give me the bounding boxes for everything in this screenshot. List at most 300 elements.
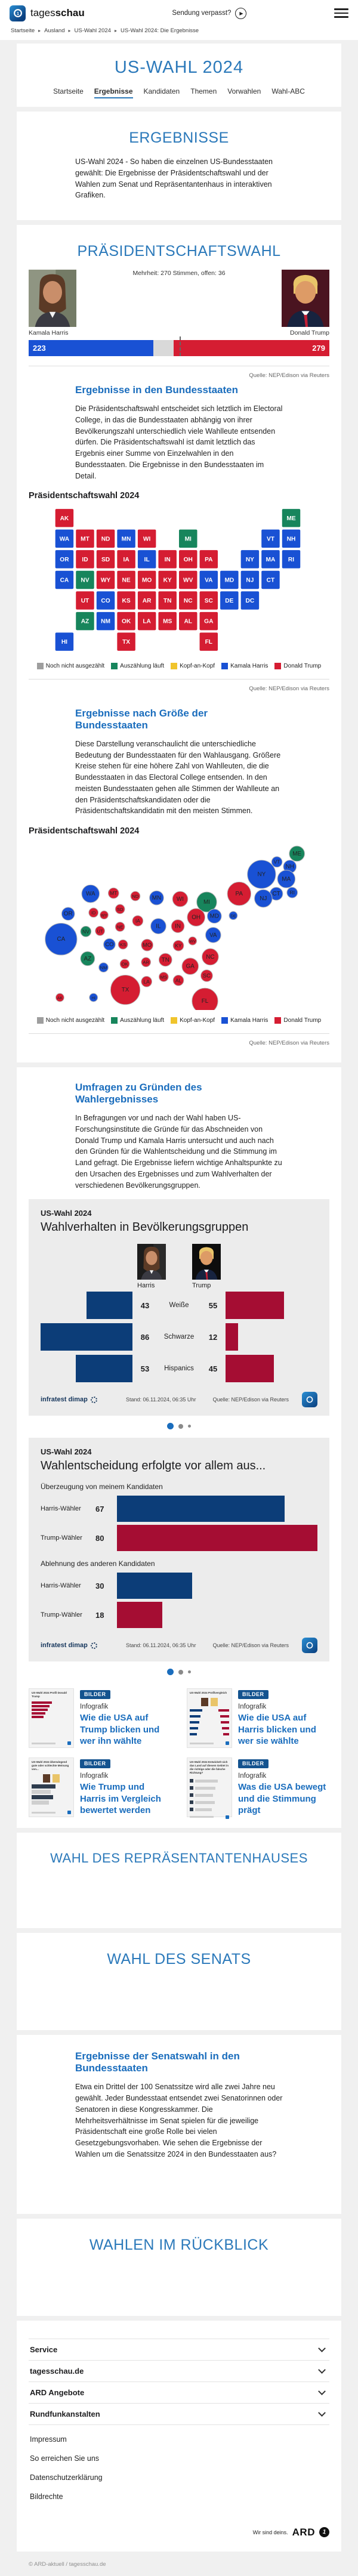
state-bubble-label: WA (85, 891, 95, 898)
infratest-spinner-icon (91, 1642, 97, 1649)
chevron-down-icon (318, 2345, 326, 2352)
state-bubble-label: GA (186, 963, 195, 970)
brand-wordmark: tagesschau (30, 7, 85, 18)
tagesschau-mini-icon (67, 1741, 71, 1745)
teaser-thumbnail-footer (190, 1815, 229, 1819)
legend-item (37, 663, 104, 669)
state-tile-label: WI (143, 536, 151, 543)
teaser-thumbnail-footer (190, 1741, 229, 1745)
chevron-down-icon (318, 2409, 326, 2417)
state-bubble-label: AL (175, 977, 182, 984)
state-tile-label: HI (61, 639, 68, 646)
footer-accordion-label: Service (30, 2345, 58, 2354)
teaser-thumbnail-title: US-Wahl 2024 Profil Donald Trump (32, 1691, 67, 1698)
state-tile-label: NE (122, 577, 131, 584)
decision-group-label: Überzeugung von meinem Kandidaten (41, 1482, 163, 1491)
ergebnisse-card (17, 112, 341, 220)
breadcrumb-separator-icon: ▸ (68, 28, 71, 33)
value-label: 18 (95, 1610, 104, 1620)
state-bubble-label: ME (292, 850, 302, 857)
trump-name: Donald Trump (290, 329, 329, 336)
teaser-kicker: Infografik (238, 1703, 267, 1711)
teaser-thumbnail (187, 1758, 232, 1817)
harris-value: 86 (140, 1332, 150, 1342)
teaser-thumbnail-chart (32, 1773, 71, 1809)
breadcrumb-item[interactable]: Ausland (44, 27, 65, 34)
teaser-thumbnail-title: US-Wahl 2024 Entwickelt sich das Land auf diesem Gebiet in die richtige oder die falsche Richtung? (190, 1760, 229, 1774)
size-text: Diese Darstellung veranschaulicht die unterschiedliche Bedeutung der Bundesstaaten für den Wahlausgang. Größere Kreise stehen für eine höhere Zahl von Wahlleuten, die die Bundesstaaten in das Electoral College entsenden. In den meisten Bundesstaaten gehen alle Stimmen der Wahlleute an den Präsidentschaftskandidaten oder die Präsidentschaftskandidatin mit den meisten Stimmen. (75, 739, 281, 816)
state-tile-label: KS (122, 598, 131, 605)
infratest-spinner-icon (91, 1397, 97, 1403)
value-label: 30 (95, 1581, 104, 1590)
ard-wordmark: ARD (292, 2526, 315, 2538)
teaser-link-2[interactable] (187, 1688, 329, 1748)
state-bubble-label: WY (101, 913, 107, 918)
tab-ergebnisse[interactable]: Ergebnisse (94, 87, 133, 98)
state-bubble-label: TX (121, 987, 129, 994)
teaser-title: Was die USA bewegt und die Stimmung prägt (238, 1782, 326, 1816)
state-bubble-label: NV (82, 928, 90, 935)
chevron-down-icon (318, 2366, 326, 2374)
trump-votes-bar: 279 (174, 340, 329, 356)
president-heading: PRÄSIDENTSCHAFTSWAHL (77, 243, 281, 260)
state-bubble-label: VA (209, 932, 217, 939)
legend-item (171, 1017, 215, 1024)
legend-swatch (221, 1017, 228, 1024)
legend-item (221, 1017, 268, 1024)
group-label: Weiße (169, 1302, 189, 1309)
state-tile-label: NH (286, 536, 296, 543)
umfragen-heading: Umfragen zu Gründen des Wahlergebnisses (75, 1082, 202, 1105)
legend-item (171, 663, 215, 669)
chart-title: Wahlentscheidung erfolgte vor allem aus... (41, 1459, 266, 1473)
voter-label: Harris-Wähler (41, 1505, 81, 1513)
state-bubble-label: DE (230, 914, 236, 919)
source-note: Quelle: NEP/Edison via Reuters (249, 685, 329, 692)
harris-column-label: Harris (137, 1282, 155, 1290)
page-title: US-WAHL 2024 (114, 58, 244, 77)
state-bubble-label: PA (235, 891, 243, 898)
trump-value: 12 (208, 1332, 218, 1342)
breadcrumb-item[interactable]: US-Wahl 2024 (74, 27, 111, 34)
harris-value: 53 (140, 1364, 150, 1373)
decision-row (41, 1496, 317, 1522)
chart-kicker: US-Wahl 2024 (41, 1209, 92, 1218)
ard-one-icon: 1 (318, 2526, 330, 2538)
legend-item (37, 1017, 104, 1024)
trump-bar (226, 1292, 284, 1319)
state-bubble-label: ID (91, 910, 96, 916)
state-bubble-label: SD (116, 906, 124, 912)
senate-map-placeholder (29, 2169, 329, 2203)
legend-label: Kamala Harris (230, 1017, 268, 1024)
legend-label: Auszählung läuft (120, 1017, 165, 1024)
teaser-body (238, 1758, 329, 1817)
state-bubble-label: HI (91, 996, 95, 1001)
harris-bar (117, 1496, 285, 1522)
chart-wahlverhalten (29, 1199, 329, 1416)
teaser-title: Wie die USA auf Harris blicken und wer sie wählte (238, 1713, 316, 1747)
carousel-dot-2[interactable] (178, 1424, 183, 1429)
footer-link-impressum[interactable]: Impressum (30, 2435, 67, 2444)
demographic-row (41, 1323, 317, 1351)
state-bubble-label: MS (160, 974, 167, 980)
state-tile-label: CA (60, 577, 69, 584)
chart-title: Wahlverhalten in Bevölkerungsgruppen (41, 1221, 249, 1234)
infografik-teasers (29, 1688, 329, 1817)
carousel-dot-1[interactable] (167, 1669, 174, 1675)
house-card (17, 1833, 341, 1928)
group-label: Hispanics (164, 1365, 194, 1373)
us-states-result-map (42, 506, 316, 656)
state-bubble-label: WI (176, 896, 184, 903)
footer-link-soerreichensieuns[interactable]: So erreichen Sie uns (30, 2454, 100, 2463)
state-tile-label: IA (123, 557, 129, 564)
tab-wahlabc[interactable]: Wahl-ABC (271, 87, 305, 95)
legend-label: Kopf-an-Kopf (180, 663, 215, 670)
state-tile-label: ID (82, 557, 88, 564)
state-tile-label: GA (204, 618, 214, 625)
legend-label: Noch nicht ausgezählt (45, 663, 105, 670)
voter-label: Trump-Wähler (41, 1534, 82, 1542)
review-embed-placeholder (29, 2263, 329, 2305)
legend-swatch (37, 1017, 44, 1024)
footer-link-bildrechte[interactable]: Bildrechte (30, 2492, 63, 2501)
decision-row (41, 1573, 317, 1599)
state-tile-label: IN (164, 557, 171, 564)
umfragen-card (17, 1067, 341, 1828)
teaser-thumbnail (29, 1758, 74, 1817)
carousel-dot-3[interactable] (188, 1670, 191, 1673)
state-tile-label: RI (288, 557, 295, 564)
carousel-dot-3[interactable] (188, 1425, 191, 1428)
footer-link-datenschutzerklrung[interactable]: Datenschutzerklärung (30, 2473, 103, 2482)
teaser-thumbnail-footer (32, 1741, 71, 1745)
us-states-bubble-map (29, 842, 329, 1010)
size-heading: Ergebnisse nach Größe der Bundesstaaten (75, 707, 208, 731)
state-bubble-label: MO (143, 942, 152, 949)
harris-bar (76, 1355, 132, 1382)
teaser-thumbnail-footer (32, 1811, 71, 1814)
map-legend (29, 1017, 329, 1024)
teaser-kicker: Infografik (238, 1772, 267, 1780)
state-tile-label: TN (163, 598, 172, 605)
decision-row (41, 1525, 317, 1551)
tab-themen[interactable]: Themen (190, 87, 217, 95)
state-bubble-label: WV (189, 940, 196, 944)
state-tile-label: WV (183, 577, 193, 584)
state-tile-label: MA (266, 557, 276, 564)
state-bubble-label: IA (135, 918, 140, 924)
play-icon: ▶ (235, 8, 246, 19)
teaser-thumbnail-chart (190, 1697, 229, 1740)
state-tile-label: MO (141, 577, 152, 584)
legend-item (274, 1017, 321, 1024)
state-bubble-label: NY (257, 871, 266, 878)
majority-note: Mehrheit: 270 Stimmen, offen: 36 (132, 270, 226, 277)
senate-results-card (17, 2035, 341, 2213)
teaser-link-3[interactable] (29, 1758, 171, 1817)
states-heading: Ergebnisse in den Bundesstaaten (75, 384, 239, 396)
state-tile-label: OH (183, 557, 193, 564)
chart-kicker: US-Wahl 2024 (41, 1447, 92, 1457)
teaser-body (80, 1688, 171, 1748)
harris-thumbnail-photo (137, 1244, 166, 1280)
group-label: Schwarze (163, 1333, 195, 1341)
voter-label: Trump-Wähler (41, 1611, 82, 1619)
state-bubble-label: OR (63, 910, 73, 918)
harris-value: 43 (140, 1301, 150, 1310)
state-bubble-label: MA (282, 876, 291, 883)
tagesschau-app-icon (302, 1638, 317, 1653)
senate-results-heading: Ergebnisse der Senatswahl in den Bundesstaaten (75, 2050, 240, 2074)
bubble-map-title: Präsidentschaftswahl 2024 (29, 826, 140, 836)
harris-bar (87, 1292, 132, 1319)
map-legend (29, 663, 329, 669)
open-votes-bar (153, 340, 174, 356)
sendung-verpasst-link[interactable] (172, 8, 246, 19)
harris-votes-bar: 223 (29, 340, 153, 356)
state-bubble-label: OH (192, 914, 201, 921)
state-bubble-label: RI (289, 889, 295, 896)
state-bubble-label: KY (175, 943, 182, 949)
state-bubble-label: NM (100, 965, 107, 971)
legend-label: Donald Trump (283, 663, 322, 670)
footer-accordion-label: ARD Angebote (30, 2387, 85, 2397)
copyright-note: © ARD-aktuell / tagesschau.de (29, 2560, 106, 2568)
footer-accordion-ardangebote[interactable] (29, 2382, 329, 2403)
legend-item (274, 663, 321, 669)
source-note: Quelle: NEP/Edison via Reuters (249, 372, 329, 379)
review-heading: WAHLEN IM RÜCKBLICK (89, 2236, 269, 2253)
trump-value: 55 (208, 1301, 218, 1310)
svg-text:1: 1 (16, 11, 19, 17)
state-tile-label: NY (245, 557, 254, 564)
menu-icon[interactable] (334, 8, 348, 18)
teaser-thumbnail-chart (190, 1777, 229, 1814)
demographic-row (41, 1355, 317, 1382)
legend-swatch (171, 1017, 177, 1024)
breadcrumb-separator-icon: ▸ (38, 28, 41, 33)
state-bubble-label: MI (203, 898, 210, 906)
carousel-dot-1[interactable] (167, 1423, 174, 1429)
teaser-body (238, 1688, 329, 1748)
legend-swatch (111, 663, 118, 669)
state-bubble-label: TN (161, 956, 169, 963)
decision-group-label: Ablehnung des anderen Kandidaten (41, 1559, 155, 1568)
tagesschau-mini-icon (67, 1811, 71, 1814)
value-label: 80 (95, 1533, 104, 1543)
breadcrumb (0, 26, 358, 40)
state-tile-label: NJ (246, 577, 254, 584)
ergebnisse-heading: ERGEBNISSE (129, 129, 229, 146)
state-tile-label: MN (121, 536, 131, 543)
teaser-link-1[interactable] (29, 1688, 171, 1748)
state-tile-label: KY (163, 577, 172, 584)
state-bubble-label: NE (116, 924, 124, 930)
legend-item (111, 1017, 164, 1024)
house-embed-placeholder (29, 1876, 329, 1917)
tab-startseite[interactable]: Startseite (53, 87, 84, 95)
majority-marker (180, 336, 181, 356)
electoral-college-bar (29, 340, 329, 356)
ard-logo (29, 2526, 329, 2541)
legend-label: Donald Trump (283, 1017, 322, 1024)
tab-vorwahlen[interactable]: Vorwahlen (227, 87, 261, 95)
state-bubble-label: OK (121, 961, 128, 967)
legend-swatch (171, 663, 177, 669)
state-tile-label: WA (59, 536, 70, 543)
ard-claim: Wir sind deins. (252, 2529, 288, 2535)
state-tile-label: AL (184, 618, 193, 625)
state-bubble-label: IL (156, 923, 161, 930)
state-bubble-label: CT (272, 891, 280, 898)
footer-accordion-label: tagesschau.de (30, 2366, 84, 2376)
state-bubble-label: IN (175, 923, 181, 930)
state-tile-label: OR (60, 557, 69, 564)
state-tile-label: CT (266, 577, 275, 584)
state-tile-label: MD (224, 577, 234, 584)
teaser-thumbnail-title: US-Wahl 2024 Überwiegend gute oder schlechte Meinung von... (32, 1760, 69, 1771)
state-bubble-label: NC (206, 953, 215, 960)
state-bubble-label: VT (273, 858, 280, 865)
footer-card (17, 2321, 341, 2552)
footer-accordion-tagesschaude[interactable] (29, 2360, 329, 2382)
value-label: 67 (95, 1504, 104, 1514)
carousel-dots (29, 1423, 329, 1429)
tab-kandidaten[interactable]: Kandidaten (143, 87, 180, 95)
legend-swatch (37, 663, 44, 669)
footer-accordion-rundfunkanstalten[interactable] (29, 2403, 329, 2424)
voter-label: Harris-Wähler (41, 1582, 81, 1590)
trump-bar (226, 1355, 274, 1382)
tagesschau-logo[interactable] (10, 5, 85, 21)
state-tile-label: DE (225, 598, 234, 605)
state-tile-label: LA (143, 618, 151, 625)
state-tile-label: VA (205, 577, 213, 584)
state-bubble-label: AZ (84, 955, 92, 962)
state-tile-label: TX (122, 639, 131, 646)
harris-bar (117, 1573, 192, 1599)
state-bubble-label: KS (120, 942, 126, 948)
legend-label: Kopf-an-Kopf (180, 1017, 215, 1024)
state-bubble-label: SC (202, 972, 211, 979)
teaser-link-4[interactable] (187, 1758, 329, 1817)
breadcrumb-separator-icon: ▸ (114, 28, 117, 33)
kamala-harris-photo (29, 270, 76, 327)
legend-swatch (274, 663, 281, 669)
state-tile-label: MS (163, 618, 172, 625)
legend-label: Kamala Harris (230, 663, 268, 670)
state-tile-label: SC (204, 598, 213, 605)
senate-heading: WAHL DES SENATS (107, 1951, 251, 1968)
state-tile-label: MI (184, 536, 192, 543)
trump-column-label: Trump (192, 1282, 211, 1290)
chart-source: Quelle: NEP/Edison via Reuters (212, 1642, 289, 1649)
state-bubble-label: AR (143, 959, 149, 965)
state-tile-label: ME (286, 515, 296, 523)
title-card (17, 44, 341, 107)
demographic-row (41, 1292, 317, 1319)
state-tile-label: NC (183, 598, 193, 605)
state-bubble-label: ND (132, 894, 139, 900)
infratest-dimap-logo: infratest dimap (41, 1396, 97, 1403)
carousel-dots (29, 1669, 329, 1675)
states-text: Die Präsidentschaftswahl entscheidet sich letztlich im Electoral College, in das die Bundesstaaten abhängig von ihrer Bevölkerungszahl unterschiedlich viele Wahlleute entsenden dürfen. Die Präsidentschaftswahl ist damit letztlich das Ergebnis einer Summe von Einzelwahlen in den Bundesstaaten. Die Ergebnisse in den Bundesstaaten im Detail. (75, 404, 283, 480)
legend-label: Noch nicht ausgezählt (45, 1017, 105, 1024)
state-tile-label: CO (101, 598, 110, 605)
source-note: Quelle: NEP/Edison via Reuters (249, 1039, 329, 1046)
state-tile-label: VT (266, 536, 274, 543)
house-heading: WAHL DES REPRÄSENTANTENHAUSES (50, 1851, 308, 1866)
decision-row (41, 1602, 317, 1628)
chart-source: Quelle: NEP/Edison via Reuters (212, 1397, 289, 1403)
tagesschau-mini-icon (226, 1815, 229, 1819)
president-card (17, 225, 341, 1062)
bilder-badge: BILDER (80, 1690, 110, 1699)
donald-trump-photo (282, 270, 329, 327)
senate-results-text: Etwa ein Drittel der 100 Senatssitze wird alle zwei Jahre neu gewählt. Jeder Bundesstaat entsendet zwei Senatorinnen oder Senatoren in diese Kongresskammer. Die Mehrheitsverhältnisse im Senat spielen für die jeweilige Präsidentschaft eine große Rolle bei vielen Gesetzgebungsvorhaben. Wie sehen die Ergebnisse der Wahlen um die Senatssitze 2024 in den Bundesstaaten aus? (75, 2083, 283, 2158)
teaser-thumbnail-chart (32, 1700, 71, 1740)
teaser-title: Wie die USA auf Trump blicken und wer ihn wählte (80, 1713, 160, 1747)
top-bar (0, 0, 358, 26)
state-tile-label: FL (205, 639, 213, 646)
review-card (17, 2219, 341, 2316)
footer-accordion-label: Rundfunkanstalten (30, 2409, 100, 2419)
trump-bar (117, 1602, 162, 1628)
state-bubble-label: MD (209, 913, 219, 920)
teaser-kicker: Infografik (80, 1703, 109, 1711)
bilder-badge: BILDER (80, 1759, 110, 1768)
state-tile-label: SD (101, 557, 110, 564)
state-tile-label: MT (81, 536, 90, 543)
chart-wahlentscheidung (29, 1438, 329, 1661)
carousel-dot-2[interactable] (178, 1670, 183, 1675)
chevron-down-icon (318, 2387, 326, 2395)
legend-swatch (274, 1017, 281, 1024)
state-bubble-label: CO (105, 941, 114, 948)
chart-stand: Stand: 06.11.2024, 06:35 Uhr (126, 1642, 196, 1649)
tagesschau-mini-icon (226, 1741, 229, 1745)
harris-bar (41, 1323, 132, 1351)
tagesschau-logo-icon (10, 5, 26, 21)
state-bubble-label: MT (110, 890, 118, 897)
footer-accordion-service[interactable] (29, 2339, 329, 2360)
teaser-body (80, 1758, 171, 1817)
breadcrumb-item: US-Wahl 2024: Die Ergebnisse (120, 27, 199, 34)
legend-swatch (111, 1017, 118, 1024)
teaser-thumbnail (29, 1688, 74, 1748)
bilder-badge: BILDER (238, 1690, 268, 1699)
trump-bar (117, 1525, 317, 1551)
teaser-title: Wie Trump und Harris im Vergleich bewertet werden (80, 1782, 161, 1816)
state-tile-label: DC (245, 598, 255, 605)
legend-item (221, 663, 268, 669)
state-tile-label: OK (121, 618, 131, 625)
state-bubble-label: NJ (260, 895, 267, 903)
senate-card (17, 1933, 341, 2030)
state-tile-label: NV (81, 577, 90, 584)
teaser-kicker: Infografik (80, 1772, 109, 1780)
breadcrumb-item[interactable]: Startseite (11, 27, 35, 34)
state-tile-label: PA (205, 557, 213, 564)
state-bubble-label: UT (97, 928, 103, 934)
harris-name: Kamala Harris (29, 329, 69, 336)
state-bubble-label: LA (143, 978, 150, 985)
umfragen-text: In Befragungen vor und nach der Wahl haben US-Forschungsinstitute die Gründe für das Abschneiden von Donald Trump und Kamala Harris untersucht und auch nach den Gründen für die Wahlentscheidung und die Stimmung im Land gefragt. Die Ergebnisse liefern wichtige Anhaltspunkte zu den Ursachen des Ergebnisses und zum Wahlverhalten der verschiedenen Bevölkerungsgruppen. (75, 1114, 282, 1190)
state-tile-label: NM (101, 618, 110, 625)
state-tile-label: WY (100, 577, 111, 584)
